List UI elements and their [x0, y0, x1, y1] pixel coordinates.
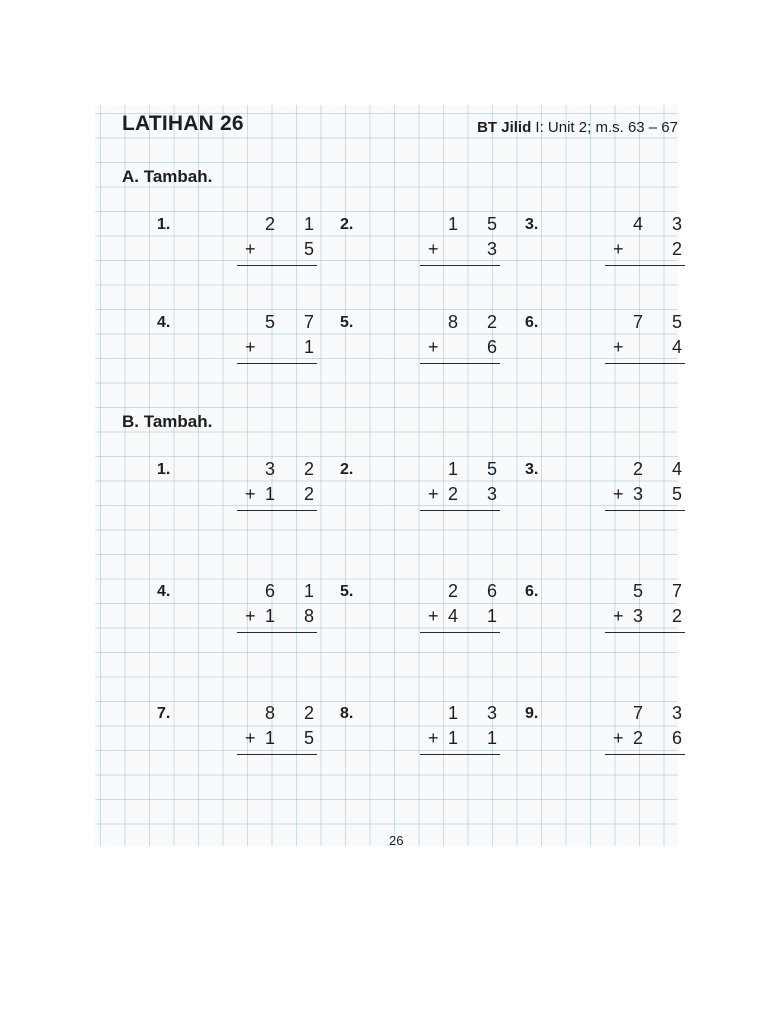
- problem-b6: [525, 577, 694, 637]
- answer-line: [237, 632, 317, 633]
- problem-number: 5.: [340, 583, 354, 600]
- top-addend: 2 1: [264, 214, 326, 234]
- bottom-addend: 1 8: [264, 606, 326, 626]
- problem-b5: [340, 577, 509, 637]
- problem-a2: [340, 210, 509, 270]
- plus-sign: +: [613, 606, 624, 626]
- bottom-addend: 4 1: [447, 606, 509, 626]
- top-addend: 6 1: [264, 581, 326, 601]
- problem-number: 3.: [525, 461, 539, 478]
- answer-line: [605, 754, 685, 755]
- problem-b7: [157, 699, 326, 759]
- top-addend: 7 5: [632, 312, 694, 332]
- top-addend: 7 3: [632, 703, 694, 723]
- bottom-addend: 3 5: [632, 484, 694, 504]
- answer-line: [420, 265, 500, 266]
- top-addend: 1 3: [447, 703, 509, 723]
- section-a-heading: A. Tambah.: [122, 167, 213, 186]
- bottom-addend: 2 6: [632, 728, 694, 748]
- worksheet-title: LATIHAN 26: [122, 112, 244, 135]
- problem-b4: [157, 577, 326, 637]
- problem-a5: [340, 308, 509, 368]
- reference-book: BT Jilid: [477, 119, 532, 136]
- top-addend: 8 2: [264, 703, 326, 723]
- answer-line: [605, 363, 685, 364]
- reference-pages: I: Unit 2; m.s. 63 – 67: [535, 119, 678, 136]
- problem-b1: [157, 455, 326, 515]
- problem-b9: [525, 699, 694, 759]
- problem-a6: [525, 308, 694, 368]
- answer-line: [420, 510, 500, 511]
- plus-sign: +: [428, 337, 439, 357]
- plus-sign: +: [613, 239, 624, 259]
- problem-b3: [525, 455, 694, 515]
- worksheet-page: [95, 105, 694, 848]
- problem-number: 1.: [157, 216, 171, 233]
- top-addend: 3 2: [264, 459, 326, 479]
- answer-line: [237, 265, 317, 266]
- plus-sign: +: [428, 728, 439, 748]
- bottom-addend: 1: [303, 337, 326, 357]
- problem-number: 7.: [157, 705, 171, 722]
- top-addend: 8 2: [447, 312, 509, 332]
- bottom-addend: 3: [486, 239, 509, 259]
- plus-sign: +: [245, 484, 256, 504]
- problem-number: 9.: [525, 705, 539, 722]
- bottom-addend: 2 3: [447, 484, 509, 504]
- plus-sign: +: [245, 728, 256, 748]
- top-addend: 1 5: [447, 459, 509, 479]
- answer-line: [605, 510, 685, 511]
- problem-b2: [340, 455, 509, 515]
- problem-number: 2.: [340, 461, 354, 478]
- bottom-addend: 4: [671, 337, 694, 357]
- problem-number: 1.: [157, 461, 171, 478]
- answer-line: [420, 632, 500, 633]
- answer-line: [237, 363, 317, 364]
- bottom-addend: 3 2: [632, 606, 694, 626]
- answer-line: [237, 510, 317, 511]
- bottom-addend: 5: [303, 239, 326, 259]
- top-addend: 2 6: [447, 581, 509, 601]
- problem-number: 4.: [157, 314, 171, 331]
- textbook-reference: [477, 119, 678, 136]
- plus-sign: +: [245, 606, 256, 626]
- top-addend: 5 7: [632, 581, 694, 601]
- top-addend: 1 5: [447, 214, 509, 234]
- problem-number: 6.: [525, 583, 539, 600]
- plus-sign: +: [613, 484, 624, 504]
- problem-a4: [157, 308, 326, 368]
- problem-number: 4.: [157, 583, 171, 600]
- answer-line: [605, 632, 685, 633]
- plus-sign: +: [428, 239, 439, 259]
- problem-number: 8.: [340, 705, 354, 722]
- bottom-addend: 1 2: [264, 484, 326, 504]
- section-b-heading: B. Tambah.: [122, 412, 213, 431]
- problem-number: 3.: [525, 216, 539, 233]
- answer-line: [605, 265, 685, 266]
- plus-sign: +: [613, 728, 624, 748]
- problem-a3: [525, 210, 694, 270]
- bottom-addend: 1 5: [264, 728, 326, 748]
- bottom-addend: 6: [486, 337, 509, 357]
- plus-sign: +: [428, 606, 439, 626]
- answer-line: [237, 754, 317, 755]
- answer-line: [420, 754, 500, 755]
- top-addend: 4 3: [632, 214, 694, 234]
- plus-sign: +: [245, 337, 256, 357]
- problem-number: 5.: [340, 314, 354, 331]
- plus-sign: +: [613, 337, 624, 357]
- top-addend: 5 7: [264, 312, 326, 332]
- problem-number: 2.: [340, 216, 354, 233]
- page-number: 26: [389, 833, 404, 848]
- plus-sign: +: [245, 239, 256, 259]
- bottom-addend: 2: [671, 239, 694, 259]
- plus-sign: +: [428, 484, 439, 504]
- bottom-addend: 1 1: [447, 728, 509, 748]
- problem-b8: [340, 699, 509, 759]
- problem-a1: [157, 210, 326, 270]
- answer-line: [420, 363, 500, 364]
- problem-number: 6.: [525, 314, 539, 331]
- top-addend: 2 4: [632, 459, 694, 479]
